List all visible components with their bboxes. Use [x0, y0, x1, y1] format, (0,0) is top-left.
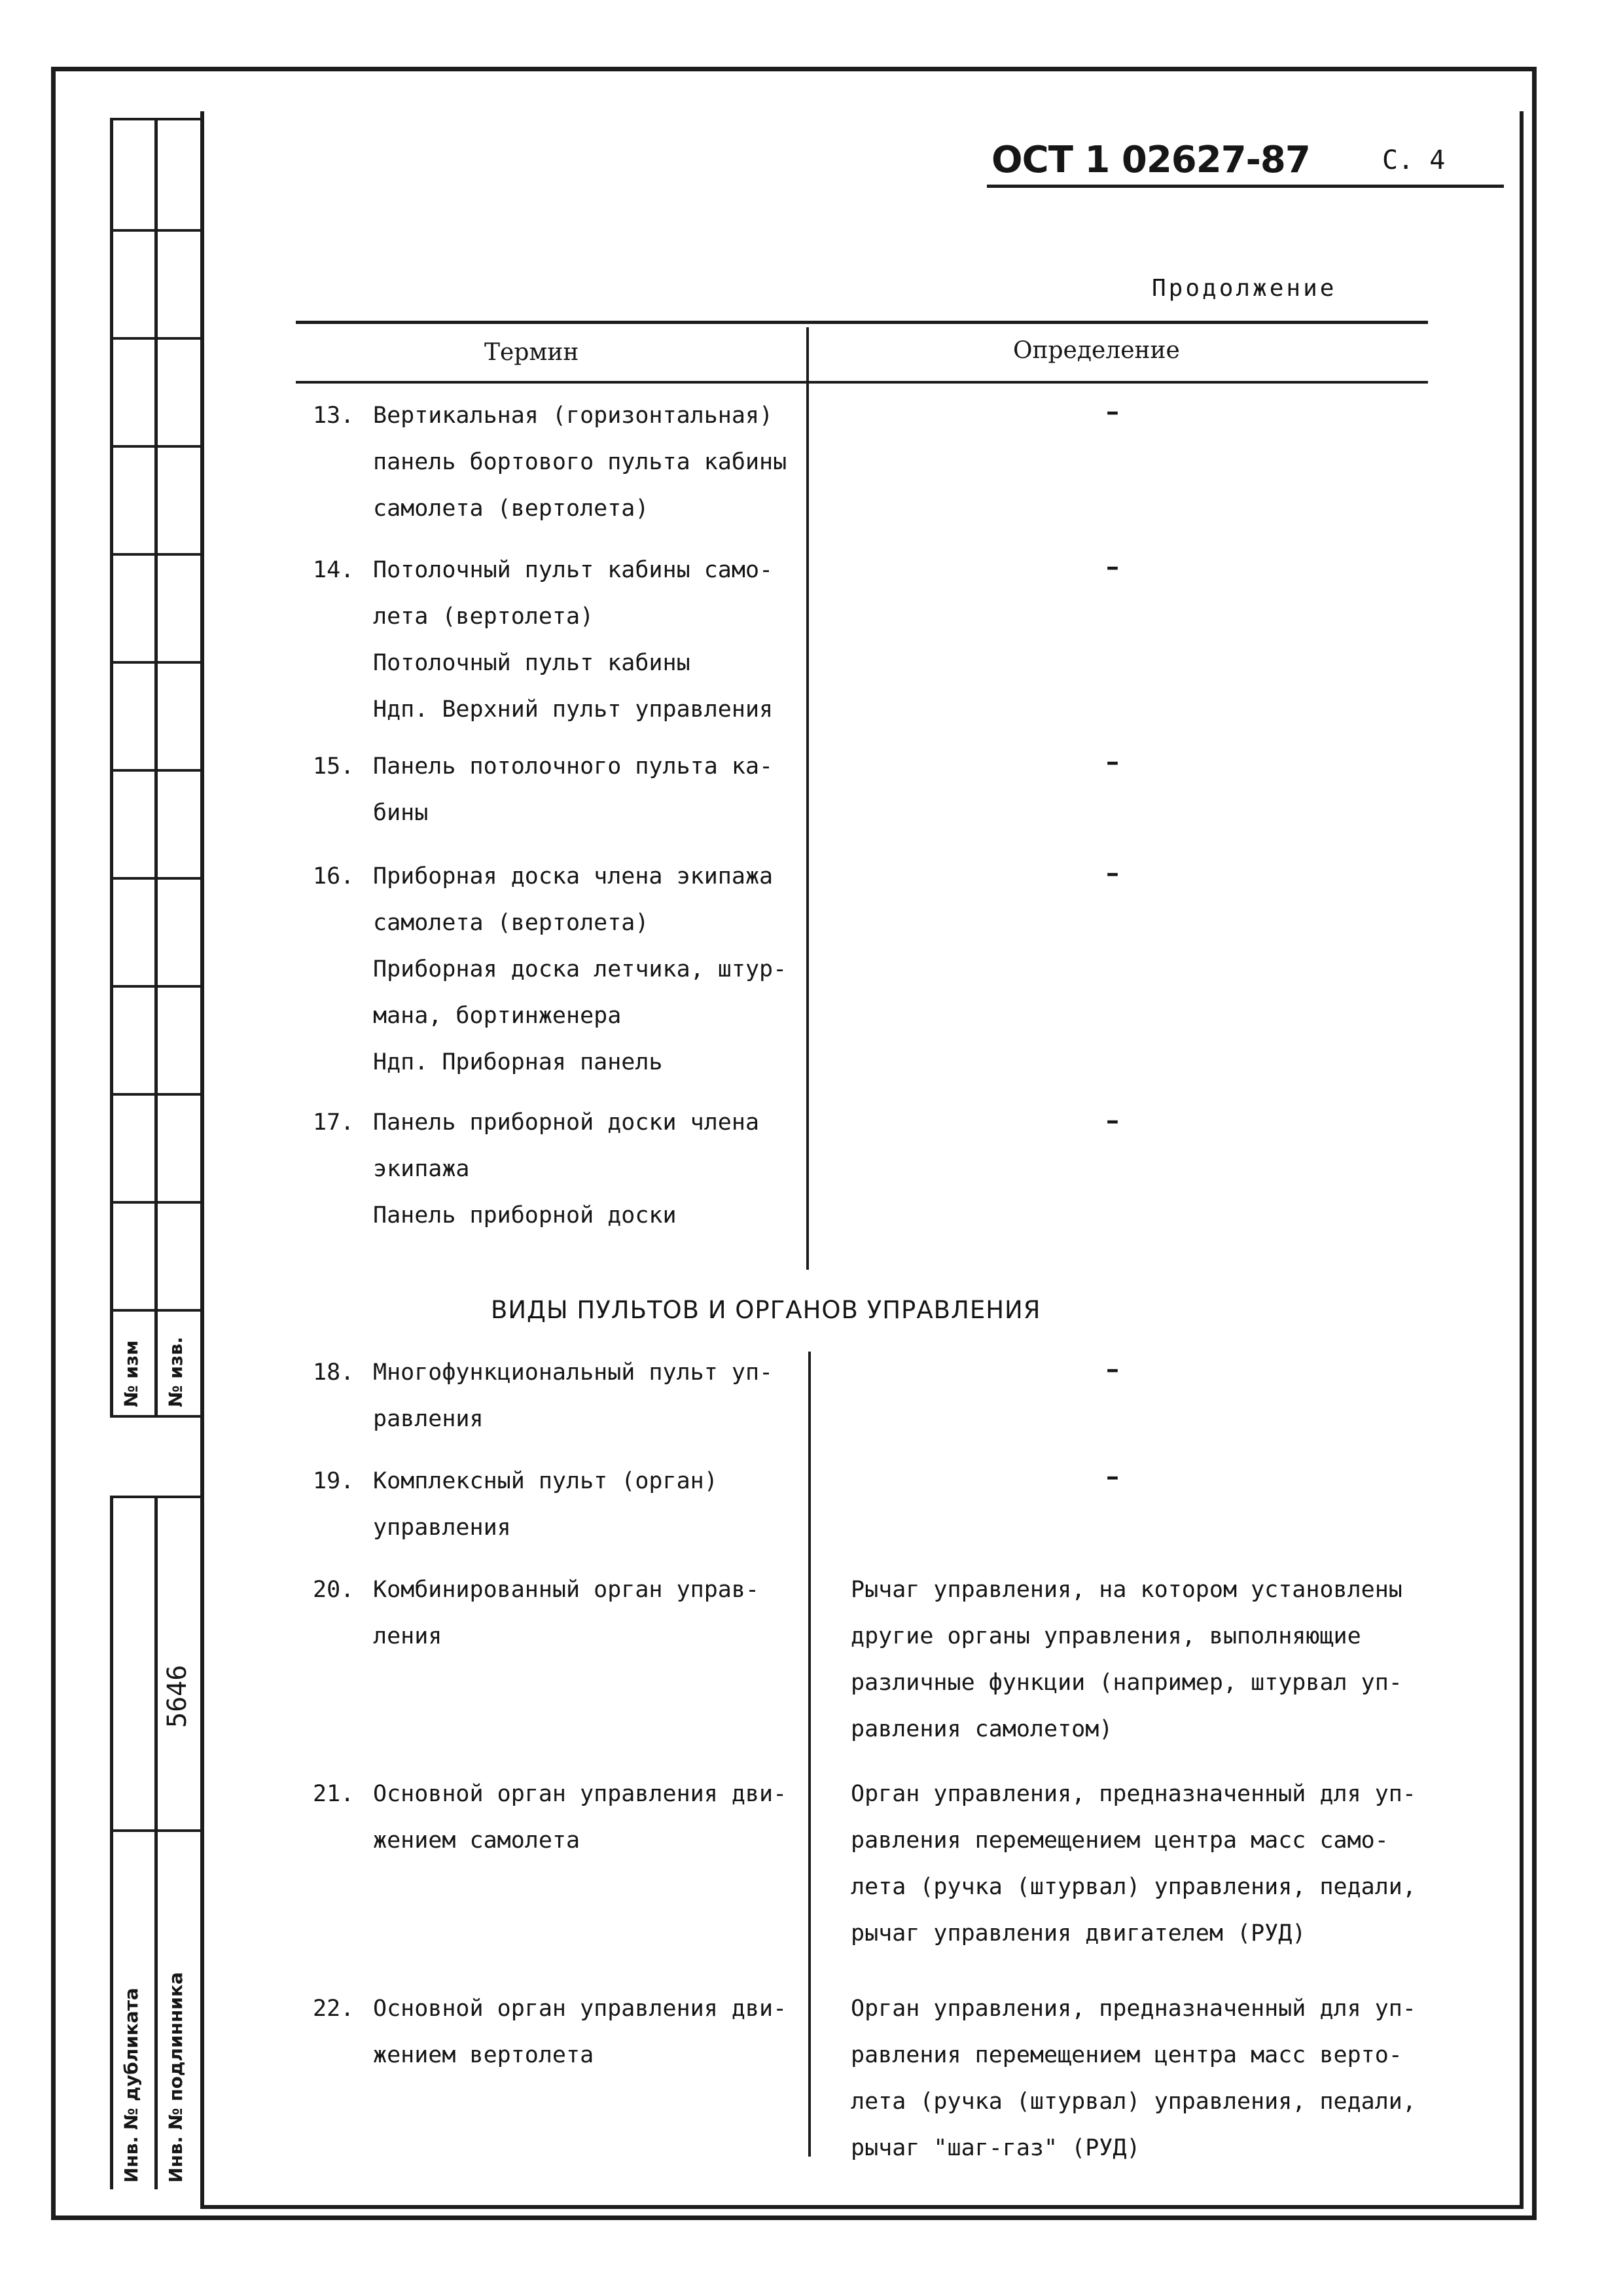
entry-number: 17. [313, 1109, 355, 1136]
stripe-label-izm: № изм [120, 1340, 142, 1407]
term-entry: 14. Потолочный пульт кабины само- лета (вертолета) Потолочный пульт кабины Ндп. Верхний пульт управления [313, 547, 817, 733]
document-code: ОСТ 1 02627-87 [991, 139, 1310, 181]
definition-dash: – [1106, 1354, 1119, 1384]
section-title: ВИДЫ ПУЛЬТОВ И ОРГАНОВ УПРАВЛЕНИЯ [491, 1296, 1041, 1324]
column-header-term: Термин [484, 339, 579, 366]
term-entry: 18. Многофункциональный пульт уп- равления [313, 1350, 817, 1443]
entry-number: 18. [313, 1359, 355, 1386]
definition-dash: – [1106, 1461, 1119, 1492]
definition-text: Орган управления, предназначенный для уп- равления перемещением центра масс верто- лета (ручка (штурвал) управления, педали, рычаг "шаг-газ" (РУД) [851, 1996, 1416, 2161]
definition-dash: – [1106, 1105, 1119, 1136]
term-entry: 15. Панель потолочного пульта ка- бины [313, 744, 817, 836]
entry-number: 14. [313, 557, 355, 583]
header-rule [987, 185, 1504, 188]
term-entry: 16. Приборная доска члена экипажа самолета (вертолета) Приборная доска летчика, штур- мана, бортинженера Ндп. Приборная панель [313, 853, 817, 1086]
definition-dash: – [1106, 746, 1119, 777]
inventory-number: 5646 [162, 1664, 192, 1728]
stripe-label-podl: Инв. № подлинника [165, 1972, 187, 2183]
entry-number: 19. [313, 1468, 355, 1494]
term-entry: 13. Вертикальная (горизонтальная) панель бортового пульта кабины самолета (вертолета) [313, 393, 817, 532]
definition-text: Орган управления, предназначенный для уп- равления перемещением центра масс само- лета (ручка (штурвал) управления, педали, рычаг управления двигателем (РУД) [851, 1781, 1416, 1946]
entry-number: 16. [313, 863, 355, 889]
continuation-label: Продолжение [1152, 275, 1337, 302]
table-top-rule [296, 321, 1428, 324]
definition-dash: – [1106, 551, 1119, 582]
entry-number: 22. [313, 1996, 355, 2022]
entry-number: 20. [313, 1577, 355, 1603]
term-entry: 19. Комплексный пульт (орган) управления [313, 1458, 817, 1551]
term-entry: 22. Основной орган управления дви- жением вертолета [313, 1986, 817, 2079]
term-entry: 21. Основной орган управления дви- жением самолета [313, 1771, 817, 1864]
column-header-definition: Определение [1013, 337, 1180, 364]
term-entry: 20. Комбинированный орган управ- ления [313, 1567, 817, 1660]
definition-text: Рычаг управления, на котором установлены другие органы управления, выполняющие различные функции (например, штурвал уп- равления самолетом) [851, 1577, 1402, 1742]
entry-number: 13. [313, 403, 355, 429]
table-header-rule [296, 381, 1428, 384]
stripe-label-izv: № изв. [165, 1336, 187, 1407]
entry-number: 15. [313, 753, 355, 780]
term-entry: 17. Панель приборной доски члена экипажа Панель приборной доски [313, 1100, 817, 1239]
definition-dash: – [1106, 396, 1119, 427]
entry-number: 21. [313, 1781, 355, 1807]
page-number: С. 4 [1382, 145, 1446, 175]
definition-dash: – [1106, 857, 1119, 888]
stripe-label-dubl: Инв. № дубликата [120, 1988, 142, 2183]
